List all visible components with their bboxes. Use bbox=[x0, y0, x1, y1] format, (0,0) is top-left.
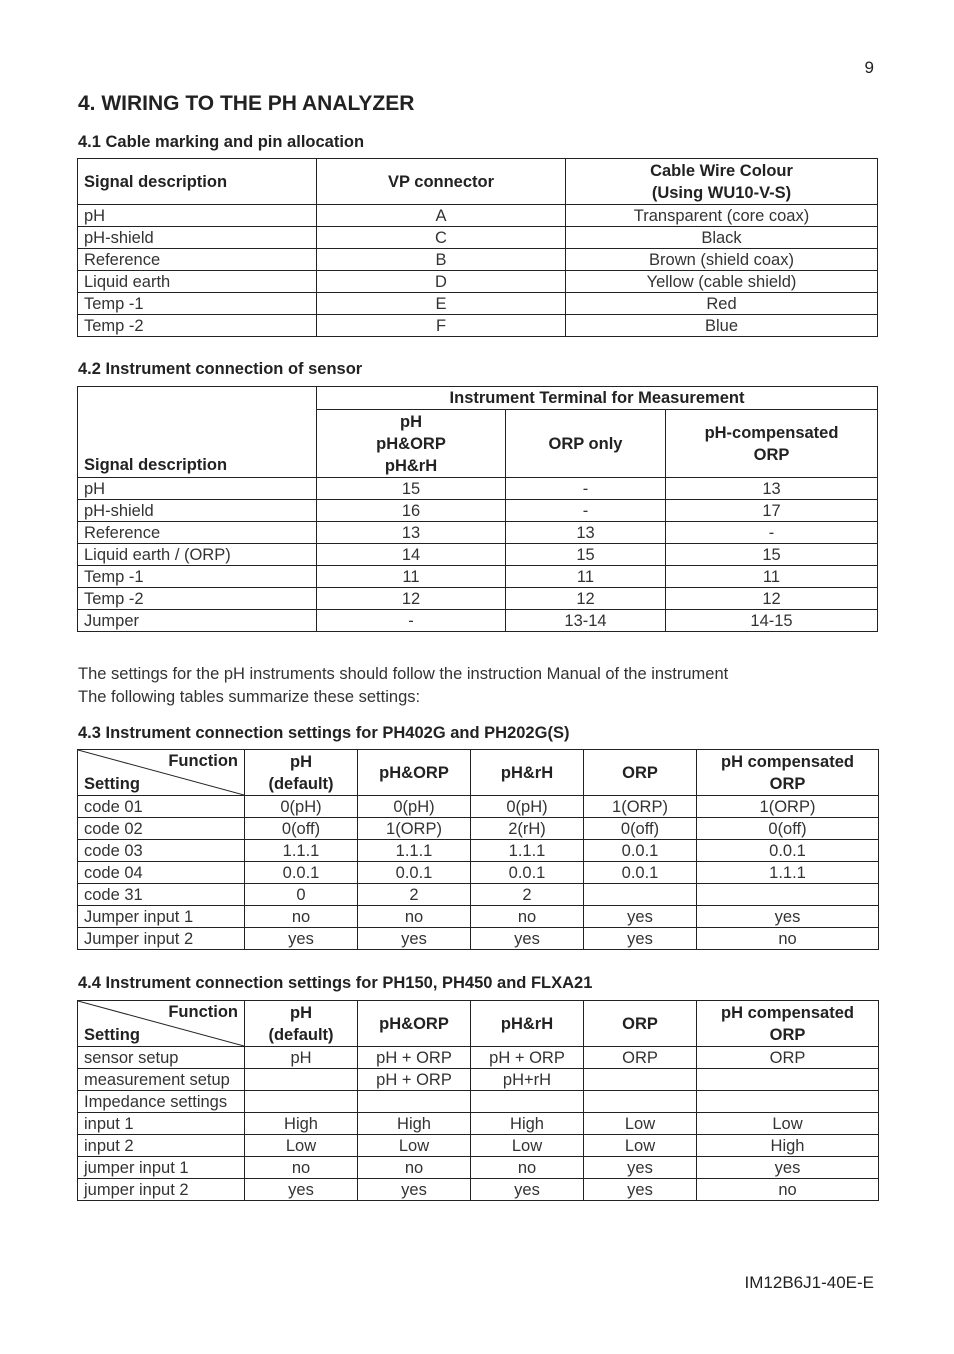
table-cell: 11 bbox=[317, 566, 506, 588]
table-row bbox=[78, 928, 879, 950]
table-cell: Jumper bbox=[78, 610, 317, 632]
header-line: pH&rH bbox=[384, 456, 438, 475]
settings-table-ph150 bbox=[77, 1000, 879, 1201]
header-line: pH&ORP bbox=[379, 1014, 449, 1033]
table-cell: E bbox=[317, 293, 566, 315]
table-cell: 0.0.1 bbox=[584, 862, 697, 884]
table-cell: input 2 bbox=[78, 1135, 245, 1157]
table-cell: High bbox=[245, 1113, 358, 1135]
table-cell: no bbox=[358, 1157, 471, 1179]
table-cell: yes bbox=[245, 1179, 358, 1201]
table-cell: 15 bbox=[666, 544, 878, 566]
table-cell: ORP bbox=[697, 1047, 879, 1069]
table-cell: 0.0.1 bbox=[584, 840, 697, 862]
column-header bbox=[471, 1001, 584, 1047]
header-signal-description bbox=[78, 387, 317, 478]
page-title: 4. WIRING TO THE PH ANALYZER bbox=[78, 92, 415, 115]
table-cell: jumper input 2 bbox=[78, 1179, 245, 1201]
table-row bbox=[78, 1091, 879, 1113]
table-row bbox=[78, 610, 878, 632]
header-line: Cable Wire Colour bbox=[650, 161, 793, 180]
table-cell: 0(off) bbox=[584, 818, 697, 840]
table-row bbox=[78, 588, 878, 610]
table-cell bbox=[584, 1091, 697, 1113]
table-cell: 1.1.1 bbox=[358, 840, 471, 862]
table-cell: pH-shield bbox=[78, 500, 317, 522]
table-cell: 0(off) bbox=[697, 818, 879, 840]
table-cell: Yellow (cable shield) bbox=[566, 271, 878, 293]
header-ph-group bbox=[317, 410, 506, 478]
table-cell: Liquid earth bbox=[78, 271, 317, 293]
table-row bbox=[78, 249, 878, 271]
table-cell: Temp -2 bbox=[78, 315, 317, 337]
table-cell: High bbox=[697, 1135, 879, 1157]
table-row bbox=[78, 500, 878, 522]
table-cell: 11 bbox=[506, 566, 666, 588]
page-number: 9 bbox=[864, 58, 874, 77]
table-row bbox=[78, 1157, 879, 1179]
table-cell: yes bbox=[697, 906, 879, 928]
table-row bbox=[78, 271, 878, 293]
table-cell: no bbox=[358, 906, 471, 928]
table-cell: pH + ORP bbox=[358, 1069, 471, 1091]
table-cell: Black bbox=[566, 227, 878, 249]
setting-label: Setting bbox=[84, 1026, 140, 1044]
table-cell bbox=[697, 1069, 879, 1091]
table-row bbox=[78, 1069, 879, 1091]
table-cell: no bbox=[471, 1157, 584, 1179]
table-cell bbox=[245, 1069, 358, 1091]
header-line: ORP bbox=[622, 1014, 658, 1033]
column-header bbox=[358, 1001, 471, 1047]
table-cell: 15 bbox=[506, 544, 666, 566]
table-cell: Low bbox=[697, 1113, 879, 1135]
table-cell: F bbox=[317, 315, 566, 337]
table-cell: 15 bbox=[317, 478, 506, 500]
table-row bbox=[78, 840, 879, 862]
table-cell: 13 bbox=[506, 522, 666, 544]
header-vp-connector: VP connector bbox=[317, 159, 566, 205]
table-cell: D bbox=[317, 271, 566, 293]
table-cell: code 03 bbox=[78, 840, 245, 862]
table-cell: pH + ORP bbox=[471, 1047, 584, 1069]
header-line: pH&ORP bbox=[376, 434, 446, 453]
instrument-connection-table bbox=[77, 386, 878, 632]
table-cell: High bbox=[358, 1113, 471, 1135]
function-setting-corner bbox=[78, 1001, 245, 1047]
table-cell: Temp -1 bbox=[78, 293, 317, 315]
table-cell: 1.1.1 bbox=[471, 840, 584, 862]
header-line: (default) bbox=[268, 1025, 334, 1044]
table-cell: 0(pH) bbox=[245, 796, 358, 818]
table-cell bbox=[358, 1091, 471, 1113]
cable-marking-table bbox=[77, 158, 878, 337]
table-cell: 12 bbox=[317, 588, 506, 610]
table-cell: no bbox=[697, 928, 879, 950]
table-row bbox=[78, 884, 879, 906]
table-row bbox=[78, 862, 879, 884]
header-instrument-terminal: Instrument Terminal for Measurement bbox=[317, 387, 878, 410]
header-line: pH&rH bbox=[500, 763, 554, 782]
table-cell: yes bbox=[358, 928, 471, 950]
table-cell: 14-15 bbox=[666, 610, 878, 632]
column-header bbox=[584, 1001, 697, 1047]
header-ph-compensated-orp bbox=[666, 410, 878, 478]
table-row bbox=[78, 796, 879, 818]
table-cell: Low bbox=[584, 1113, 697, 1135]
table-cell: yes bbox=[584, 1179, 697, 1201]
table-row bbox=[78, 1179, 879, 1201]
table-cell: pH-shield bbox=[78, 227, 317, 249]
table-cell: yes bbox=[584, 928, 697, 950]
table-cell: jumper input 1 bbox=[78, 1157, 245, 1179]
table-cell: yes bbox=[358, 1179, 471, 1201]
function-setting-corner bbox=[78, 750, 245, 796]
paragraph-line-2: The following tables summarize these settings: bbox=[78, 688, 421, 706]
table-cell: - bbox=[506, 500, 666, 522]
table-cell: 1.1.1 bbox=[697, 862, 879, 884]
column-header bbox=[245, 1001, 358, 1047]
table-cell: - bbox=[506, 478, 666, 500]
table-cell: pH bbox=[245, 1047, 358, 1069]
table-cell: Reference bbox=[78, 249, 317, 271]
table-cell: 0(off) bbox=[245, 818, 358, 840]
table-cell: Blue bbox=[566, 315, 878, 337]
table-cell: Jumper input 2 bbox=[78, 928, 245, 950]
table-cell: measurement setup bbox=[78, 1069, 245, 1091]
table-cell: 12 bbox=[666, 588, 878, 610]
table-cell bbox=[697, 884, 879, 906]
header-line: ORP bbox=[753, 445, 790, 464]
table-cell: 2(rH) bbox=[471, 818, 584, 840]
header-orp-only: ORP only bbox=[506, 410, 666, 478]
table-cell: no bbox=[471, 906, 584, 928]
table-row bbox=[78, 522, 878, 544]
table-cell: Low bbox=[584, 1135, 697, 1157]
header-line: ORP bbox=[769, 1025, 806, 1044]
table-cell: Temp -1 bbox=[78, 566, 317, 588]
header-line: pH bbox=[290, 1003, 312, 1022]
table-cell: Reference bbox=[78, 522, 317, 544]
section-heading-4-3: 4.3 Instrument connection settings for PH402G and PH202G(S) bbox=[78, 724, 570, 742]
table-row bbox=[78, 205, 878, 227]
table-cell: Low bbox=[471, 1135, 584, 1157]
table-row bbox=[78, 227, 878, 249]
column-header bbox=[584, 750, 697, 796]
table-cell: yes bbox=[471, 928, 584, 950]
table-cell: 16 bbox=[317, 500, 506, 522]
column-header bbox=[697, 750, 879, 796]
function-label: Function bbox=[168, 752, 238, 770]
table-cell bbox=[245, 1091, 358, 1113]
table-row bbox=[78, 544, 878, 566]
table-cell: 0 bbox=[245, 884, 358, 906]
table-cell: 1(ORP) bbox=[358, 818, 471, 840]
table-cell: code 01 bbox=[78, 796, 245, 818]
setting-label: Setting bbox=[84, 775, 140, 793]
header-line: (default) bbox=[268, 774, 334, 793]
table-cell: 12 bbox=[506, 588, 666, 610]
column-header bbox=[358, 750, 471, 796]
section-heading-4-1: 4.1 Cable marking and pin allocation bbox=[78, 133, 365, 151]
section-heading-4-2: 4.2 Instrument connection of sensor bbox=[78, 360, 363, 378]
table-cell: Liquid earth / (ORP) bbox=[78, 544, 317, 566]
table-cell: 0(pH) bbox=[471, 796, 584, 818]
table-cell: Low bbox=[358, 1135, 471, 1157]
table-cell: 0(pH) bbox=[358, 796, 471, 818]
header-line: ORP bbox=[769, 774, 806, 793]
table-cell: - bbox=[666, 522, 878, 544]
table-cell: 0.0.1 bbox=[245, 862, 358, 884]
header-line: (Using WU10-V-S) bbox=[651, 183, 792, 202]
table-cell: 13 bbox=[666, 478, 878, 500]
table-cell: input 1 bbox=[78, 1113, 245, 1135]
table-cell: 17 bbox=[666, 500, 878, 522]
function-label: Function bbox=[168, 1003, 238, 1021]
table-cell: 0.0.1 bbox=[471, 862, 584, 884]
table-cell bbox=[584, 884, 697, 906]
table-cell: Brown (shield coax) bbox=[566, 249, 878, 271]
table-cell: Jumper input 1 bbox=[78, 906, 245, 928]
table-cell: pH bbox=[78, 478, 317, 500]
table-cell: pH bbox=[78, 205, 317, 227]
table-cell: 0.0.1 bbox=[358, 862, 471, 884]
table-cell: sensor setup bbox=[78, 1047, 245, 1069]
paragraph-line-1: The settings for the pH instruments should follow the instruction Manual of the instrument bbox=[78, 665, 729, 683]
table-cell: 2 bbox=[471, 884, 584, 906]
table-row bbox=[78, 906, 879, 928]
header-line: pH&ORP bbox=[379, 763, 449, 782]
header-line: pH compensated bbox=[721, 752, 854, 771]
table-cell: 14 bbox=[317, 544, 506, 566]
table-cell: no bbox=[245, 1157, 358, 1179]
table-cell: 13-14 bbox=[506, 610, 666, 632]
table-cell: B bbox=[317, 249, 566, 271]
table-cell: pH + ORP bbox=[358, 1047, 471, 1069]
table-cell: Impedance settings bbox=[78, 1091, 245, 1113]
header-line: pH&rH bbox=[500, 1014, 554, 1033]
settings-table-ph402g bbox=[77, 749, 879, 950]
table-cell: Temp -2 bbox=[78, 588, 317, 610]
section-heading-4-4: 4.4 Instrument connection settings for PH150, PH450 and FLXA21 bbox=[78, 974, 593, 992]
table-cell: 1(ORP) bbox=[584, 796, 697, 818]
table-row bbox=[78, 478, 878, 500]
header-line: pH-compensated bbox=[704, 423, 839, 442]
table-cell: yes bbox=[471, 1179, 584, 1201]
column-header bbox=[471, 750, 584, 796]
table-cell: 1.1.1 bbox=[245, 840, 358, 862]
column-header bbox=[245, 750, 358, 796]
table-row bbox=[78, 315, 878, 337]
header-signal-description: Signal description bbox=[78, 159, 317, 205]
table-row bbox=[78, 818, 879, 840]
table-cell bbox=[471, 1091, 584, 1113]
table-cell: C bbox=[317, 227, 566, 249]
table-cell: Transparent (core coax) bbox=[566, 205, 878, 227]
table-cell: no bbox=[245, 906, 358, 928]
table-cell: 11 bbox=[666, 566, 878, 588]
table-cell: yes bbox=[245, 928, 358, 950]
table-cell: Low bbox=[245, 1135, 358, 1157]
table-cell: pH+rH bbox=[471, 1069, 584, 1091]
header-line: pH bbox=[400, 412, 422, 431]
header-line: pH compensated bbox=[721, 1003, 854, 1022]
table-cell bbox=[697, 1091, 879, 1113]
table-cell: 0.0.1 bbox=[697, 840, 879, 862]
table-cell: High bbox=[471, 1113, 584, 1135]
header-label: Signal description bbox=[84, 456, 228, 474]
table-row bbox=[78, 1047, 879, 1069]
header-cable-wire-colour bbox=[566, 159, 878, 205]
table-cell: yes bbox=[697, 1157, 879, 1179]
table-row bbox=[78, 1113, 879, 1135]
table-cell: - bbox=[317, 610, 506, 632]
table-cell bbox=[584, 1069, 697, 1091]
table-row bbox=[78, 566, 878, 588]
table-cell: 1(ORP) bbox=[697, 796, 879, 818]
table-cell: code 04 bbox=[78, 862, 245, 884]
table-cell: code 02 bbox=[78, 818, 245, 840]
table-cell: Red bbox=[566, 293, 878, 315]
table-cell: no bbox=[697, 1179, 879, 1201]
table-cell: code 31 bbox=[78, 884, 245, 906]
table-cell: yes bbox=[584, 1157, 697, 1179]
table-cell: 13 bbox=[317, 522, 506, 544]
table-cell: yes bbox=[584, 906, 697, 928]
table-row bbox=[78, 293, 878, 315]
header-line: ORP bbox=[622, 763, 658, 782]
table-cell: A bbox=[317, 205, 566, 227]
column-header bbox=[697, 1001, 879, 1047]
table-cell: ORP bbox=[584, 1047, 697, 1069]
document-id: IM12B6J1-40E-E bbox=[744, 1273, 874, 1292]
header-line: pH bbox=[290, 752, 312, 771]
table-cell: 2 bbox=[358, 884, 471, 906]
table-row bbox=[78, 1135, 879, 1157]
